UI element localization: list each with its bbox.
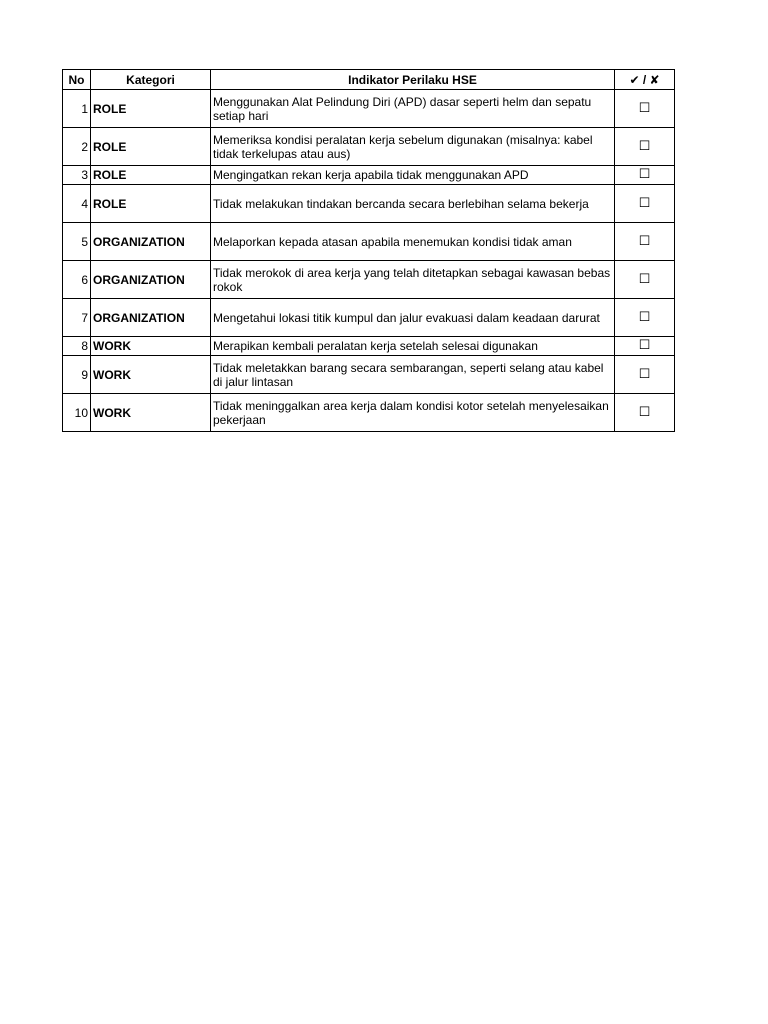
row-indicator: Tidak meletakkan barang secara sembarangan, seperti selang atau kabel di jalur lintasan xyxy=(211,356,615,394)
header-kategori: Kategori xyxy=(91,70,211,90)
row-category: ORGANIZATION xyxy=(91,299,211,337)
hse-indicator-table xyxy=(62,69,675,432)
checkbox[interactable]: ☐ xyxy=(615,356,675,394)
checkbox[interactable]: ☐ xyxy=(615,394,675,432)
table-header xyxy=(63,70,675,90)
row-number: 9 xyxy=(63,356,91,394)
row-number: 1 xyxy=(63,90,91,128)
checkbox[interactable]: ☐ xyxy=(615,299,675,337)
header-no: No xyxy=(63,70,91,90)
row-indicator: Memeriksa kondisi peralatan kerja sebelum digunakan (misalnya: kabel tidak terkelupas atau aus) xyxy=(211,128,615,166)
row-indicator: Menggunakan Alat Pelindung Diri (APD) dasar seperti helm dan sepatu setiap hari xyxy=(211,90,615,128)
table-row xyxy=(63,261,675,299)
row-category: ORGANIZATION xyxy=(91,223,211,261)
table-row xyxy=(63,337,675,356)
row-indicator: Tidak merokok di area kerja yang telah ditetapkan sebagai kawasan bebas rokok xyxy=(211,261,615,299)
header-indikator: Indikator Perilaku HSE xyxy=(211,70,615,90)
row-category: ROLE xyxy=(91,185,211,223)
table-row xyxy=(63,90,675,128)
row-indicator: Mengingatkan rekan kerja apabila tidak menggunakan APD xyxy=(211,166,615,185)
checkbox[interactable]: ☐ xyxy=(615,128,675,166)
checkbox[interactable]: ☐ xyxy=(615,223,675,261)
row-category: WORK xyxy=(91,394,211,432)
row-number: 4 xyxy=(63,185,91,223)
row-indicator: Mengetahui lokasi titik kumpul dan jalur evakuasi dalam keadaan darurat xyxy=(211,299,615,337)
table-row xyxy=(63,356,675,394)
row-number: 3 xyxy=(63,166,91,185)
table-row xyxy=(63,394,675,432)
table-row xyxy=(63,128,675,166)
table-row xyxy=(63,185,675,223)
hse-checklist-sheet xyxy=(62,69,675,432)
header-row xyxy=(63,70,675,90)
row-category: WORK xyxy=(91,337,211,356)
row-number: 8 xyxy=(63,337,91,356)
row-number: 5 xyxy=(63,223,91,261)
table-row xyxy=(63,299,675,337)
row-number: 7 xyxy=(63,299,91,337)
row-category: ROLE xyxy=(91,166,211,185)
row-category: ROLE xyxy=(91,90,211,128)
table-row xyxy=(63,223,675,261)
table-body xyxy=(63,90,675,432)
row-category: ROLE xyxy=(91,128,211,166)
row-indicator: Tidak melakukan tindakan bercanda secara berlebihan selama bekerja xyxy=(211,185,615,223)
row-indicator: Tidak meninggalkan area kerja dalam kondisi kotor setelah menyelesaikan pekerjaan xyxy=(211,394,615,432)
row-category: WORK xyxy=(91,356,211,394)
row-number: 6 xyxy=(63,261,91,299)
row-indicator: Melaporkan kepada atasan apabila menemukan kondisi tidak aman xyxy=(211,223,615,261)
header-check: ✔ / ✘ xyxy=(615,70,675,90)
checkbox[interactable]: ☐ xyxy=(615,90,675,128)
checkbox[interactable]: ☐ xyxy=(615,261,675,299)
row-indicator: Merapikan kembali peralatan kerja setelah selesai digunakan xyxy=(211,337,615,356)
row-number: 10 xyxy=(63,394,91,432)
checkbox[interactable]: ☐ xyxy=(615,166,675,185)
table-row xyxy=(63,166,675,185)
checkbox[interactable]: ☐ xyxy=(615,337,675,356)
row-number: 2 xyxy=(63,128,91,166)
row-category: ORGANIZATION xyxy=(91,261,211,299)
checkbox[interactable]: ☐ xyxy=(615,185,675,223)
